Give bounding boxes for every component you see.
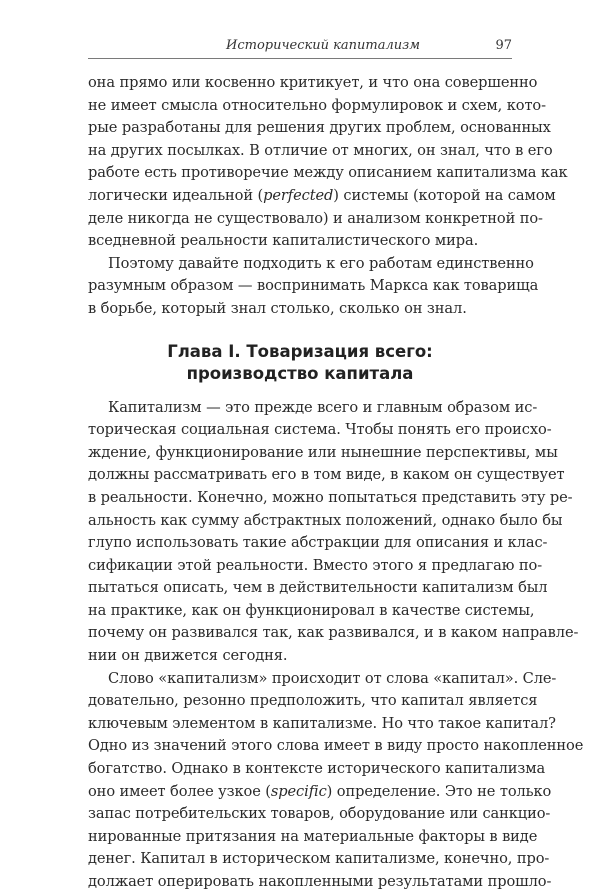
text-line: оно имеет более узкое (specific) определение. Это не только — [88, 782, 552, 800]
text-line: ждение, функционирование или нынешние перспективы, мы — [88, 443, 558, 461]
text-line: на других посылках. В отличие от многих, он знал, что в его — [88, 141, 553, 159]
text-line: пытаться описать, чем в действительности капитализм был — [88, 579, 548, 597]
text-line: запас потребительских товаров, оборудование или санкцио- — [88, 805, 551, 823]
page-number: 97 — [495, 38, 512, 53]
intro-paragraph-2 — [88, 253, 539, 321]
text-line: рые разработаны для решения других проблем, основанных — [88, 119, 551, 137]
text-line: Слово «капитализм» происходит от слова «капитал». Сле- — [108, 669, 557, 687]
body-text — [88, 72, 584, 894]
chapter-paragraph-2 — [88, 668, 584, 894]
text-line: должает оперировать накопленными результатами прошло- — [88, 873, 552, 890]
text-line: в борьбе, который знал столько, сколько он знал. — [88, 299, 467, 317]
text-line: глупо использовать такие абстракции для описания и клас- — [88, 534, 548, 552]
running-header — [88, 36, 512, 59]
text-line: Поэтому давайте подходить к его работам единственно — [108, 254, 534, 272]
chapter-title-line-2: производство капитала — [186, 363, 414, 383]
running-title: Исторический капитализм — [226, 38, 421, 53]
text-line: сификации этой реальности. Вместо этого я предлагаю по- — [88, 556, 543, 574]
text-line: не имеет смысла относительно формулировок и схем, кото- — [88, 96, 546, 114]
chapter-title-line-1: Глава I. Товаризация всего: — [167, 341, 433, 361]
text-line: денег. Капитал в историческом капитализме, конечно, про- — [88, 850, 550, 868]
text-line: довательно, резонно предположить, что капитал является — [88, 692, 538, 710]
text-line: логически идеальной (perfected) системы (которой на самом — [88, 186, 556, 204]
chapter-heading — [88, 341, 512, 385]
text-line: вседневной реальности капиталистического мира. — [88, 232, 479, 250]
text-line: нии он движется сегодня. — [88, 647, 288, 665]
text-line: в реальности. Конечно, можно попытаться представить эту ре- — [88, 488, 573, 506]
intro-paragraph-1 — [88, 72, 568, 253]
text-line: работе есть противоречие между описанием капитализма как — [88, 164, 568, 182]
text-line: нированные притязания на материальные факторы в виде — [88, 827, 538, 845]
text-line: Капитализм — это прежде всего и главным образом ис- — [108, 398, 538, 416]
text-line: деле никогда не существовало) и анализом конкретной по- — [88, 209, 543, 227]
text-line: она прямо или косвенно критикует, и что она совершенно — [88, 74, 538, 91]
text-line: альность как сумму абстрактных положений, однако было бы — [88, 511, 563, 529]
text-line: ключевым элементом в капитализме. Но что такое капитал? — [88, 714, 556, 732]
text-line: должны рассматривать его в том виде, в каком он существует — [88, 466, 565, 484]
text-line: на практике, как он функционировал в качестве системы, — [88, 601, 535, 619]
text-line: почему он развивался так, как развивался, и в каком направле- — [88, 624, 579, 642]
text-line: торическая социальная система. Чтобы понять его происхо- — [88, 421, 552, 439]
text-line: богатство. Однако в контексте исторического капитализма — [88, 760, 546, 778]
text-line: разумным образом — воспринимать Маркса как товарища — [88, 277, 539, 295]
text-line: Одно из значений этого слова имеет в виду просто накопленное — [88, 737, 584, 755]
chapter-paragraph-1 — [88, 397, 579, 668]
